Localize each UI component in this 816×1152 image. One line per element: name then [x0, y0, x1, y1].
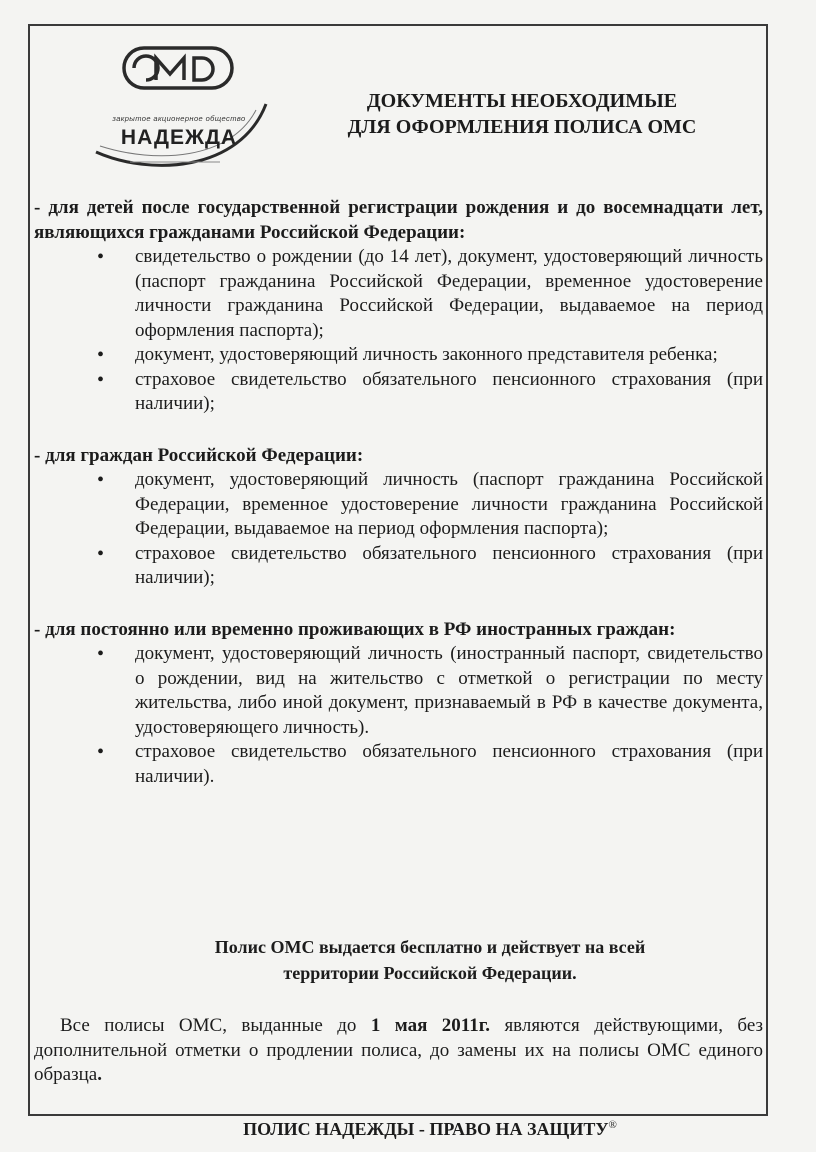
validity-paragraph — [34, 1014, 763, 1088]
list-item: • свидетельство о рождении (до 14 лет), документ, удостоверяющий личность (паспорт гражданина Российской Федерации, временное удостоверение личности гражданина Российской Федерации, выдаваемое на период оформления паспорта); — [34, 245, 763, 343]
validity-text-2: являются действующими, без дополнительной отметки о продлении полиса, до замены их на полисы ОМС единого образца — [34, 1015, 764, 1085]
list-item: • документ, удостоверяющий личность законного представителя ребенка; — [34, 343, 763, 368]
document-content — [34, 196, 763, 816]
validity-date: 1 мая 2011г. — [370, 1015, 490, 1036]
notice-line-2: территории Российской Федерации. — [283, 963, 577, 983]
section-foreigners — [34, 618, 763, 790]
document-list — [34, 245, 763, 417]
slogan — [70, 1113, 790, 1141]
list-item: • страховое свидетельство обязательного пенсионного страхования (при наличии). — [34, 740, 763, 789]
logo-brand-name: НАДЕЖДА — [120, 126, 238, 149]
company-logo — [70, 34, 280, 174]
section-children — [34, 196, 763, 417]
free-of-charge-notice — [70, 934, 790, 986]
notice-line-1: Полис ОМС выдается бесплатно и действует на всей — [214, 937, 646, 957]
document-list — [34, 468, 763, 591]
title-line-1: ДОКУМЕНТЫ НЕОБХОДИМЫЕ — [366, 90, 678, 112]
list-item: • документ, удостоверяющий личность (иностранный паспорт, свидетельство о рождении, вид на жительство с отметкой о регистрации по месту жительства, либо иной документ, признаваемый в РФ в качестве документа, удостоверяющего личность). — [34, 642, 763, 740]
section-heading: - для граждан Российской Федерации: — [34, 444, 364, 466]
cmd-emblem-icon — [70, 34, 280, 174]
section-heading: - для детей после государственной регистрации рождения и до восемнадцати лет, являющихся гражданами Российской Федерации: — [34, 197, 763, 243]
validity-text-1: Все полисы ОМС, выданные до — [60, 1015, 371, 1036]
list-item: • страховое свидетельство обязательного пенсионного страхования (при наличии); — [34, 542, 763, 591]
document-list — [34, 642, 763, 789]
document-frame — [28, 24, 768, 1139]
title-line-2: ДЛЯ ОФОРМЛЕНИЯ ПОЛИСА ОМС — [347, 116, 697, 138]
slogan-text: ПОЛИС НАДЕЖДЫ - ПРАВО НА ЗАЩИТУ — [243, 1119, 609, 1139]
validity-end: . — [97, 1064, 102, 1085]
section-citizens — [34, 444, 763, 591]
section-heading: - для постоянно или временно проживающих в РФ иностранных граждан: — [34, 618, 676, 640]
list-item: • страховое свидетельство обязательного пенсионного страхования (при наличии); — [34, 368, 763, 417]
page-title — [292, 88, 752, 140]
registered-mark: ® — [608, 1119, 617, 1131]
logo-org-type: закрытое акционерное общество — [112, 114, 246, 123]
list-item: • документ, удостоверяющий личность (паспорт гражданина Российской Федерации, временное удостоверение личности гражданина Российской Федерации, выдаваемое на период оформления паспорта); — [34, 468, 763, 542]
